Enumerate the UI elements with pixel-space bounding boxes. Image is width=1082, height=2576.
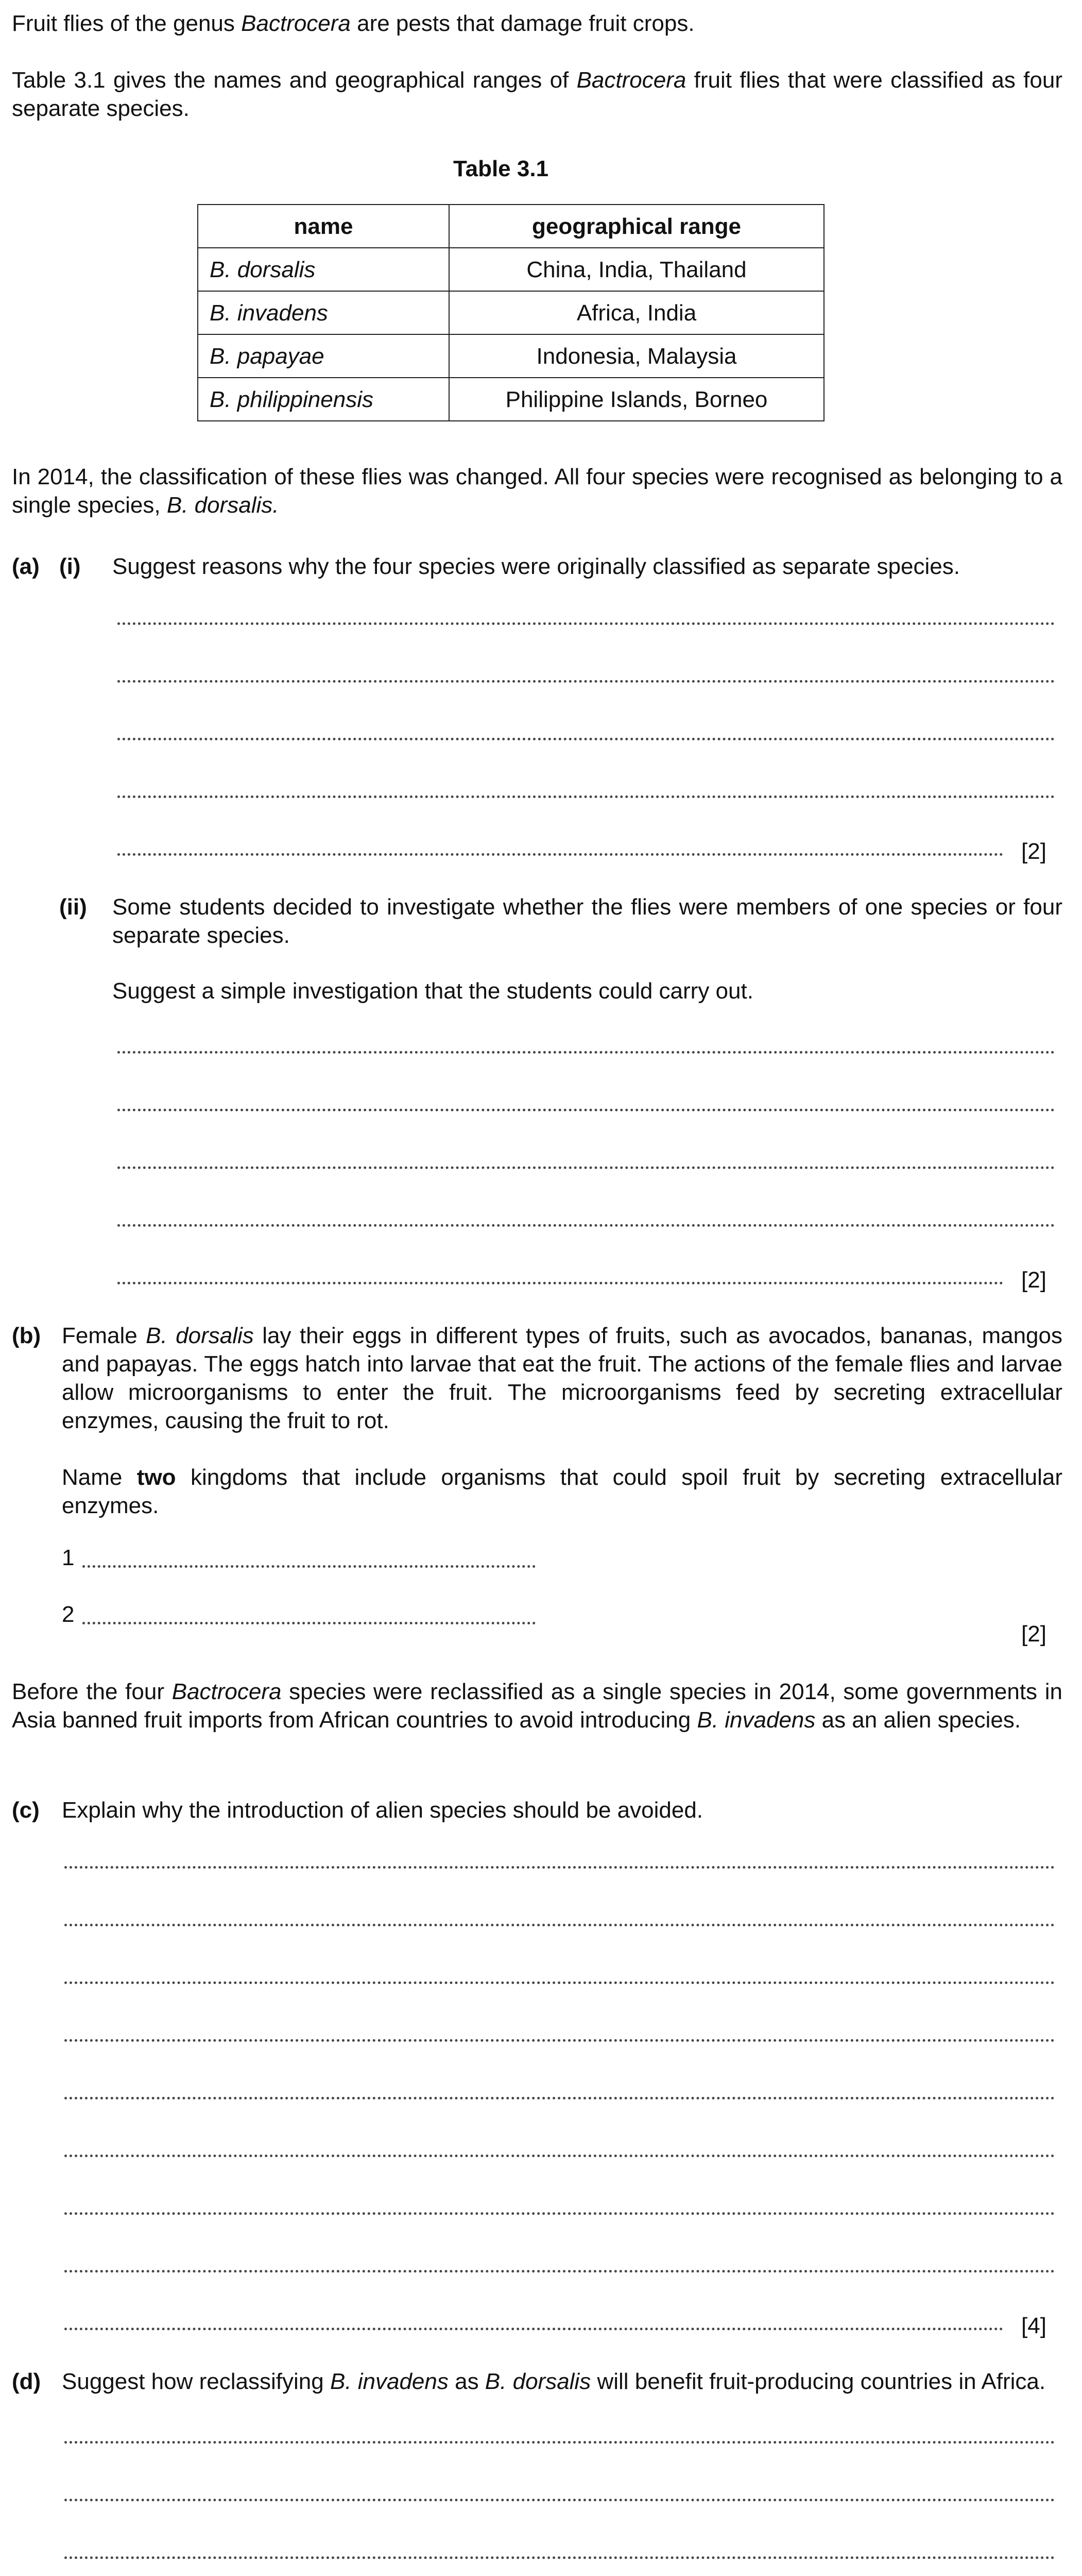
- genus-name: Bactrocera: [241, 11, 351, 36]
- species-name-cell: B. papayae: [198, 334, 449, 378]
- answer-number: 2: [62, 1602, 75, 1627]
- answer-line[interactable]: [64, 2270, 1055, 2273]
- table-row: [198, 291, 824, 334]
- table-title: Table 3.1: [453, 156, 549, 181]
- answer-number: 1: [62, 1545, 75, 1570]
- answer-line[interactable]: [117, 622, 1055, 625]
- question-b-prompt: [62, 1463, 1062, 1520]
- table-row: [198, 248, 824, 291]
- question-a-ii-prompt: Suggest a simple investigation that the students could carry out.: [112, 978, 753, 1004]
- answer-line[interactable]: [64, 2212, 1055, 2215]
- answer-line[interactable]: [64, 2097, 1055, 2099]
- answer-line[interactable]: [117, 1109, 1055, 1111]
- question-b-label: (b): [12, 1323, 41, 1348]
- question-text: lay their eggs in different types of fruits, such as avocados, bananas, mangos and papayas. The eggs hatch into larvae that eat the fruit. The actions of the female flies and larvae allow microorganisms to enter the fruit. The microorganisms feed by secreting extracellular enzymes, causing the fruit to rot.: [62, 1323, 1062, 1433]
- species-name: B. dorsalis.: [166, 493, 279, 518]
- answer-line[interactable]: [64, 1924, 1055, 1926]
- answer-line[interactable]: [82, 1565, 536, 1568]
- answer-line[interactable]: [64, 1866, 1055, 1869]
- marks-c: [4]: [1021, 2313, 1046, 2338]
- question-a-label: (a): [12, 554, 40, 579]
- species-name: B. dorsalis: [146, 1323, 254, 1348]
- species-name-cell: B. dorsalis: [198, 248, 449, 291]
- question-text: kingdoms that include organisms that could spoil fruit by secreting extracellular enzymes.: [62, 1465, 1062, 1518]
- question-text: Name: [62, 1465, 137, 1490]
- context-text: Before the four: [12, 1679, 172, 1704]
- context-2014: [12, 463, 1062, 519]
- answer-line[interactable]: [64, 2328, 1003, 2330]
- context-alien-species: [12, 1677, 1062, 1734]
- question-d-text: [62, 2367, 1062, 2396]
- marks-b: [2]: [1021, 1621, 1046, 1647]
- species-name: B. invadens: [697, 1707, 816, 1733]
- question-text: Suggest how reclassifying: [62, 2369, 330, 2394]
- answer-line[interactable]: [117, 738, 1055, 740]
- genus-name: Bactrocera: [171, 1679, 282, 1704]
- column-header-name: name: [198, 205, 449, 248]
- range-cell: Africa, India: [449, 291, 824, 334]
- range-cell: China, India, Thailand: [449, 248, 824, 291]
- intro-line-1: [12, 9, 1062, 38]
- range-cell: Indonesia, Malaysia: [449, 334, 824, 378]
- answer-line[interactable]: [64, 2556, 1055, 2559]
- intro-text: are pests that damage fruit crops.: [350, 11, 695, 36]
- answer-line[interactable]: [117, 1282, 1003, 1284]
- intro-text: Fruit flies of the genus: [12, 11, 242, 36]
- answer-line[interactable]: [64, 2499, 1055, 2501]
- question-text: Female: [62, 1323, 146, 1348]
- species-table: [197, 204, 825, 421]
- question-c-label: (c): [12, 1798, 40, 1823]
- answer-line[interactable]: [64, 1981, 1055, 1984]
- context-text: In 2014, the classification of these flies was changed. All four species were recognised as belonging to a single species,: [12, 464, 1062, 518]
- question-d-label: (d): [12, 2369, 41, 2394]
- context-text: as an alien species.: [815, 1707, 1021, 1733]
- answer-line[interactable]: [117, 853, 1003, 856]
- emphasis: two: [136, 1465, 176, 1490]
- question-a-i-label: (i): [59, 554, 81, 579]
- table-header-row: [198, 205, 824, 248]
- answer-line[interactable]: [117, 1166, 1055, 1169]
- intro-line-2: [12, 66, 1062, 123]
- answer-line[interactable]: [64, 2039, 1055, 2042]
- marks-a-i: [2]: [1021, 839, 1046, 864]
- species-name: B. dorsalis: [485, 2369, 591, 2394]
- answer-line[interactable]: [82, 1622, 536, 1624]
- species-name-cell: B. invadens: [198, 291, 449, 334]
- context-text: species were reclassified as a single species in 2014, some governments in Asia banned fruit imports from African countries to avoid introducing: [12, 1679, 1062, 1733]
- answer-line[interactable]: [117, 795, 1055, 798]
- species-name-cell: B. philippinensis: [198, 378, 449, 421]
- question-b-text: [62, 1321, 1062, 1435]
- answer-line[interactable]: [117, 680, 1055, 683]
- question-a-ii-label: (ii): [59, 894, 87, 920]
- marks-a-ii: [2]: [1021, 1267, 1046, 1293]
- table-row: [198, 378, 824, 421]
- question-a-i-text: Suggest reasons why the four species were originally classified as separate species.: [112, 554, 960, 579]
- answer-line[interactable]: [117, 1224, 1055, 1227]
- answer-line[interactable]: [64, 2441, 1055, 2444]
- genus-name: Bactrocera: [576, 67, 686, 93]
- range-cell: Philippine Islands, Borneo: [449, 378, 824, 421]
- species-name: B. invadens: [330, 2369, 449, 2394]
- question-c-text: Explain why the introduction of alien species should be avoided.: [62, 1798, 703, 1823]
- intro-text: Table 3.1 gives the names and geographical ranges of: [12, 67, 577, 93]
- column-header-range: geographical range: [449, 205, 824, 248]
- intro-text: fruit flies that were classified as four separate species.: [12, 67, 1062, 121]
- table-row: [198, 334, 824, 378]
- question-text: will benefit fruit-producing countries in Africa.: [591, 2369, 1046, 2394]
- answer-line[interactable]: [64, 2155, 1055, 2157]
- answer-line[interactable]: [117, 1051, 1055, 1054]
- question-text: as: [448, 2369, 485, 2394]
- question-a-ii-text: Some students decided to investigate whether the flies were members of one species or four separate species.: [112, 894, 1062, 948]
